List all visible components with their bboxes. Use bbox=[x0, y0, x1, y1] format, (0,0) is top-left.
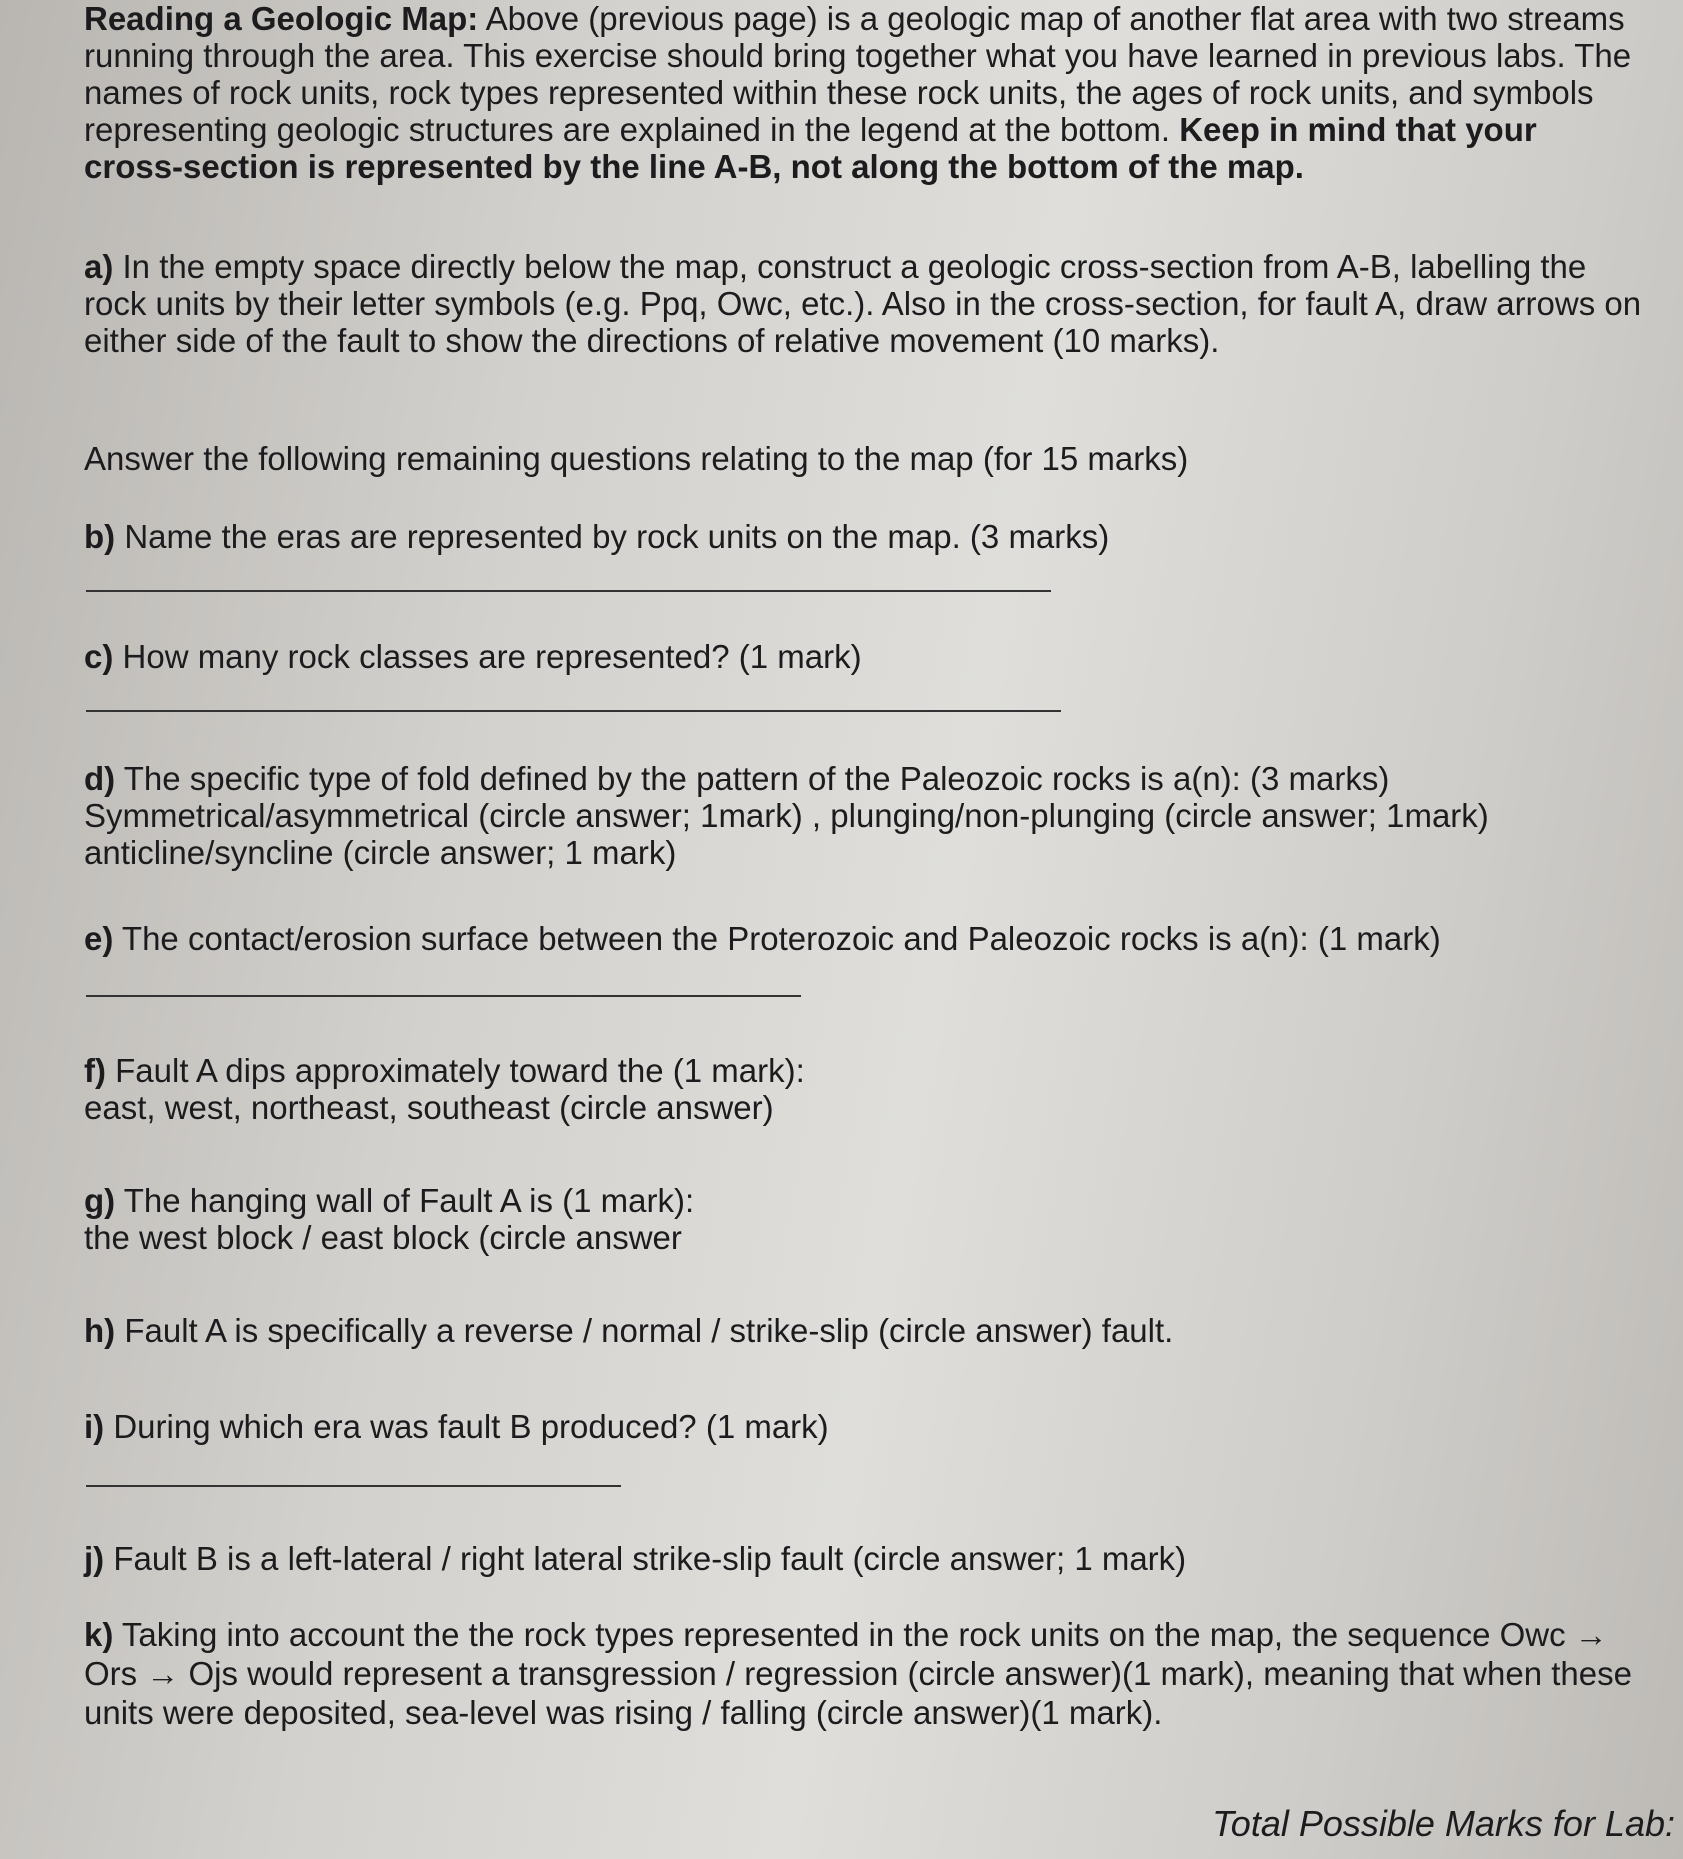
question-j-label: j) bbox=[84, 1540, 105, 1577]
question-c bbox=[84, 638, 1644, 675]
intro-text: Above (previous page) is a geologic map of another flat area with two streams running through the area. This exercise should bring together what you have learned in previous labs. The names of rock units, rock types represented within these rock units, the ages of rock units, and symbols representing geologic structures are explained in the legend at the bottom. bbox=[84, 0, 1632, 148]
question-k bbox=[84, 1615, 1644, 1732]
question-e bbox=[84, 920, 1644, 957]
question-h-text: Fault A is specifically a reverse / normal / strike-slip (circle answer) fault. bbox=[115, 1312, 1174, 1349]
question-d-text: The specific type of fold defined by the pattern of the Paleozoic rocks is a(n): (3 marks) bbox=[115, 760, 1390, 797]
question-d-label: d) bbox=[84, 760, 116, 797]
question-b bbox=[84, 518, 1644, 555]
question-a-text: In the empty space directly below the map, construct a geologic cross-section from A-B, labelling the rock units by their letter symbols (e.g. Ppq, Owc, etc.). Also in the cross-section, for fault A, draw arrows on either side of the fault to show the directions of relative movement (10 marks). bbox=[84, 248, 1642, 359]
answer-line-b[interactable] bbox=[86, 590, 1051, 592]
question-g-label: g) bbox=[84, 1182, 116, 1219]
intro-bold-note: Keep in mind that your cross-section is represented by the line A-B, not along the bottom of the map. bbox=[84, 111, 1537, 185]
question-f-options: east, west, northeast, southeast (circle answer) bbox=[84, 1089, 774, 1126]
question-k-text: Taking into account the the rock types represented in the rock units on the map, the sequence Owc → Ors → Ojs would represent a transgression / regression (circle answer)(1 mark), meaning that when these units were deposited, sea-level was rising / falling (circle answer)(1 mark). bbox=[84, 1616, 1632, 1731]
question-h bbox=[84, 1312, 1644, 1349]
question-h-label: h) bbox=[84, 1312, 116, 1349]
question-g-options: the west block / east block (circle answer bbox=[84, 1219, 682, 1256]
question-c-label: c) bbox=[84, 638, 114, 675]
question-f-text: Fault A dips approximately toward the (1 mark): bbox=[105, 1052, 805, 1089]
answer-line-c[interactable] bbox=[86, 710, 1061, 712]
question-i-label: i) bbox=[84, 1408, 105, 1445]
answer-line-i[interactable] bbox=[86, 1485, 621, 1487]
answer-line-e[interactable] bbox=[86, 995, 801, 997]
question-b-text: Name the eras are represented by rock units on the map. (3 marks) bbox=[115, 518, 1110, 555]
intro-paragraph bbox=[84, 0, 1644, 185]
question-j bbox=[84, 1540, 1644, 1577]
question-e-text: The contact/erosion surface between the Proterozoic and Paleozoic rocks is a(n): (1 mark) bbox=[113, 920, 1441, 957]
question-j-text: Fault B is a left-lateral / right lateral strike-slip fault (circle answer; 1 mark) bbox=[104, 1540, 1187, 1577]
question-e-label: e) bbox=[84, 920, 114, 957]
question-c-text: How many rock classes are represented? (1 mark) bbox=[113, 638, 862, 675]
question-i bbox=[84, 1408, 1644, 1445]
intro-heading: Reading a Geologic Map: bbox=[84, 0, 479, 37]
question-d bbox=[84, 760, 1644, 871]
total-marks-footer: Total Possible Marks for Lab: bbox=[1212, 1803, 1675, 1844]
question-b-label: b) bbox=[84, 518, 116, 555]
remaining-instructions: Answer the following remaining questions relating to the map (for 15 marks) bbox=[84, 440, 1189, 477]
question-a bbox=[84, 248, 1644, 359]
question-d-options: Symmetrical/asymmetrical (circle answer; 1mark) , plunging/non-plunging (circle answer; 1mark) anticline/syncline (circle answer; 1 mark) bbox=[84, 797, 1489, 871]
question-g bbox=[84, 1182, 1644, 1256]
question-g-text: The hanging wall of Fault A is (1 mark): bbox=[115, 1182, 695, 1219]
question-a-label: a) bbox=[84, 248, 114, 285]
question-f bbox=[84, 1052, 1644, 1126]
question-f-label: f) bbox=[84, 1052, 106, 1089]
question-i-text: During which era was fault B produced? (1 mark) bbox=[104, 1408, 829, 1445]
question-k-label: k) bbox=[84, 1616, 114, 1653]
